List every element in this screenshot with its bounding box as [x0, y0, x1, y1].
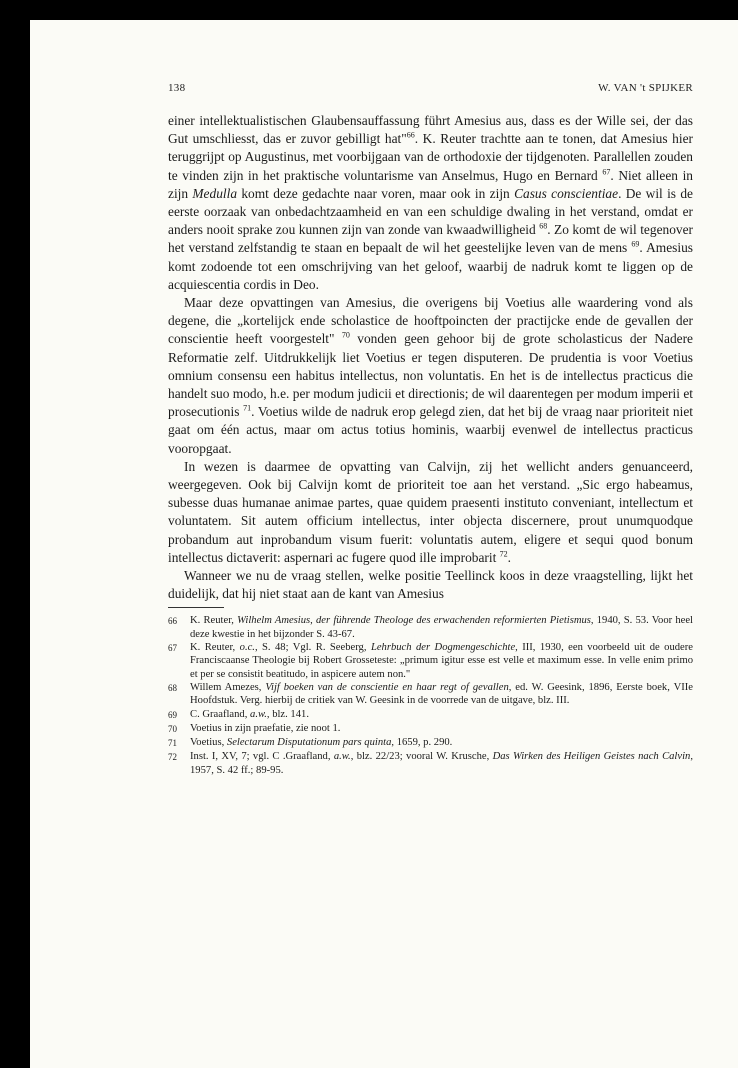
body-text — [168, 112, 693, 603]
paragraph — [168, 112, 693, 294]
page-content — [168, 82, 693, 777]
text-run: , III, 1930, een voorbeeld uit de oudere Franciscaanse Theologie bij Robert Grosseteste: „primum igitur esse est velle et maximum esse. In velle enim primo et per se consistit beatitudo, in aspicere autem non." — [190, 642, 693, 680]
text-run: . Amesius komt zodoende tot een omschrijving van het geloof, waarbij de nadruk komt te liggen op de acquiescentia cordis in Deo. — [168, 240, 694, 292]
book-page — [30, 20, 738, 1068]
paragraph — [168, 458, 693, 567]
scan-border-top — [0, 0, 738, 20]
italic-text: Lehrbuch der Dogmengeschichte — [370, 642, 516, 654]
text-run: In wezen is daarmee de opvatting van Calvijn, zij het wellicht anders genuanceerd, weergegeven. Ook bij Calvijn komt de prioriteit toe aan het verstand. „Sic ergo habeamus, subesse duas humanae animae partes, quae quidem praesenti instituto conveniant, intellectum et voluntatem. Sit autem officium intellectus, inter objecta discernere, prout unumquodque probandum aut inprobandum visum fuerit: voluntatis autem, eligere et sequi quod bonum intellectus dictaverit: aspernari ac fugere quod ille improbarit — [168, 458, 693, 565]
footnote-number: 72 — [168, 752, 177, 763]
text-run: , 1940, S. 53. Voor heel deze kwestie in het bijzonder S. 43-67. — [190, 615, 693, 640]
text-run: , ed. W. Geesink, 1896, Eerste boek, VIIe Hoofdstuk. Verg. hierbij de critiek van W. Geesink in de voorrede van de uitgave, blz. III. — [190, 681, 693, 707]
text-run: , blz. 22/23; vooral W. Krusche, — [350, 751, 493, 763]
footnote — [168, 681, 693, 708]
italic-text: Casus conscientiae — [514, 185, 619, 201]
text-run: K. Reuter, — [190, 615, 238, 627]
text-run: einer intellektualistischen Glaubensauffassung führt Amesius aus, dass es der Wille sei, der das Gut umschliesst, das er zuvor gebilligt hat" — [168, 113, 693, 147]
text-run: . Zo komt de wil tegenover het verstand zelfstandig te staan en bepaalt de wil het geestelijke leven van de mens — [168, 222, 693, 256]
footnote-number: 66 — [168, 616, 177, 627]
footnote-text — [190, 681, 693, 708]
text-run: K. Reuter, — [190, 642, 240, 654]
footnote-number: 69 — [168, 709, 177, 720]
text-run: , 1659, p. 290. — [391, 737, 453, 749]
footnote — [168, 736, 693, 750]
italic-text: Vijf boeken van de conscientie en haar regt of gevallen — [265, 681, 509, 693]
text-run: Inst. I, XV, 7; vgl. C .Graafland, — [190, 751, 334, 763]
footnotes — [168, 614, 693, 777]
footnote-number: 67 — [168, 643, 177, 654]
footnote-ref: 66 — [406, 130, 415, 140]
text-run: . Voetius wilde de nadruk erop gelegd zien, dat het bij de vraag naar prioriteit niet gaat om één actus, maar om actus totius hominis, waarbij evenwel de intellectus practicus vooropgaat. — [168, 404, 693, 456]
text-run: . K. Reuter trachtte aan te tonen, dat Amesius hier teruggrijpt op Augustinus, met voorbijgaan van de orthodoxie der tijdgenoten. Parallellen zouden te vinden zijn in het praktische voluntarisme van Anselmus, Hugo en Bernard — [168, 131, 693, 183]
italic-text: a.w. — [333, 751, 351, 763]
footnote-ref: 72 — [499, 549, 508, 559]
text-run: Voetius in zijn praefatie, zie noot 1. — [190, 722, 341, 734]
text-run: , S. 48; Vgl. R. Seeberg, — [254, 642, 371, 654]
italic-text: Wilhelm Amesius, der führende Theologe des erwachenden reformierten Pietismus — [237, 615, 591, 627]
running-head: W. VAN 't SPIJKER — [598, 82, 693, 94]
page-number: 138 — [168, 82, 186, 94]
footnote-number: 68 — [168, 682, 177, 693]
footnote-ref: 70 — [341, 330, 350, 340]
footnote — [168, 722, 693, 736]
footnote-text — [190, 722, 693, 736]
footnote-text — [190, 736, 693, 750]
italic-text: o.c. — [239, 642, 255, 654]
italic-text: Selectarum Disputationum pars quinta — [226, 737, 392, 749]
paragraph — [168, 294, 693, 458]
text-run: . — [507, 549, 512, 565]
text-run: C. Graafland, — [190, 708, 251, 720]
text-run: , blz. 141. — [266, 708, 309, 720]
footnote-ref: 68 — [539, 221, 548, 231]
scan-border-left — [0, 0, 30, 1068]
text-run: vonden geen gehoor bij de grote scholasticus der Nadere Reformatie zelf. Uitdrukkelijk liet Voetius er tegen disputeren. De prudentia is voor Voetius omnium consensu een habitus intellectus, non voluntatis. En het is de intellectus practicus die handelt suo modo, h.e. per modum judicii et directionis; de wil daarentegen per modum imperii et prosecutionis — [168, 331, 694, 420]
footnote-rule — [168, 607, 224, 608]
italic-text: a.w. — [250, 708, 267, 720]
text-run: , 1957, S. 42 ff.; 89-95. — [190, 751, 693, 776]
footnote-number: 70 — [168, 723, 177, 734]
page-header — [168, 82, 693, 94]
italic-text: Medulla — [192, 185, 238, 201]
footnote — [168, 750, 693, 777]
footnote-number: 71 — [168, 738, 177, 749]
footnote — [168, 708, 693, 722]
paragraph — [168, 567, 693, 603]
footnote-ref: 69 — [631, 239, 640, 249]
text-run: Voetius, — [190, 737, 227, 749]
text-run: Wanneer we nu de vraag stellen, welke positie Teellinck koos in deze vraagstelling, lijkt het duidelijk, dat hij niet staat aan de kant van Amesius — [168, 568, 693, 602]
text-run: Willem Amezes, — [190, 681, 266, 693]
footnote-text — [190, 641, 693, 681]
italic-text: Das Wirken des Heiligen Geistes nach Calvin — [492, 751, 691, 763]
footnote — [168, 641, 693, 681]
footnote-ref: 67 — [602, 167, 611, 177]
footnote-text — [190, 708, 693, 722]
footnote-ref: 71 — [243, 403, 252, 413]
text-run: komt deze gedachte naar voren, maar ook in zijn — [237, 185, 515, 201]
footnote-text — [190, 614, 693, 641]
text-run: Maar deze opvattingen van Amesius, die overigens bij Voetius alle waardering vond als degene, die „kortelijck ende scholastice de hooftpoincten der practijcke ende de gevallen der conscientie heeft voorgestelt" — [168, 295, 693, 347]
footnote-text — [190, 750, 693, 777]
footnote — [168, 614, 693, 641]
text-run: . Niet alleen in zijn — [168, 167, 693, 201]
text-run: . De wil is de eerste oorzaak van onbedachtzaamheid en van een schuldige dwaling in het verstand, omdat er anders nooit sprake zou kunnen zijn van zonde van kwaadwilligheid — [168, 185, 693, 238]
